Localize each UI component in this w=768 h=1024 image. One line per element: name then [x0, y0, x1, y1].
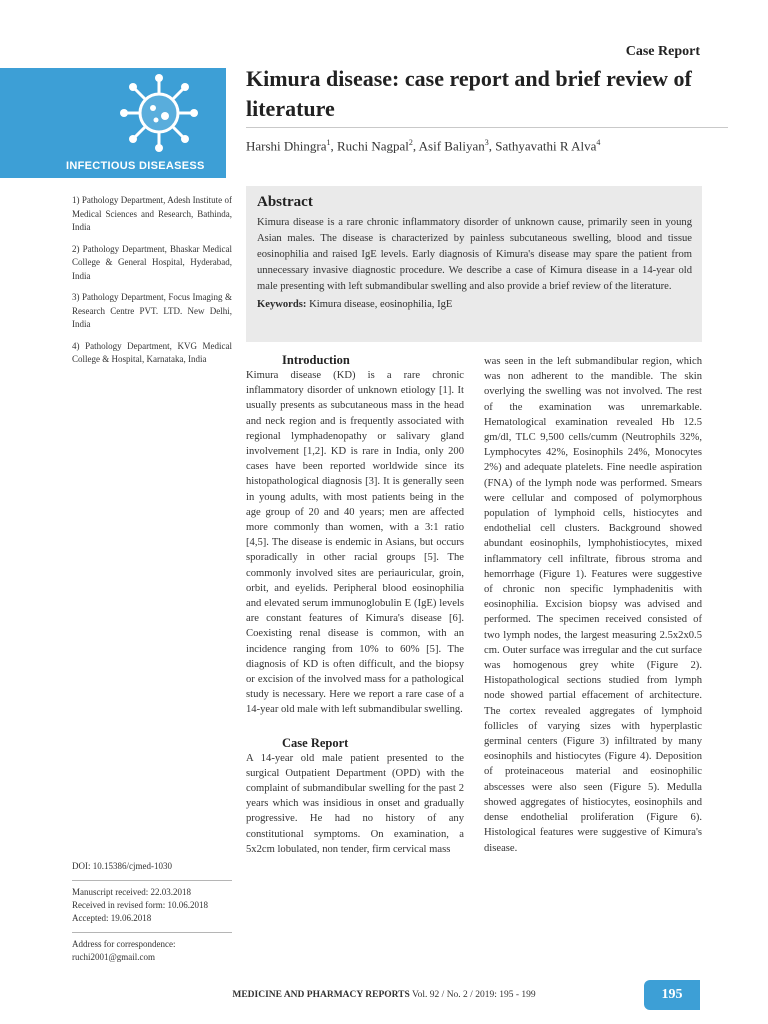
page-number: 195 [644, 980, 700, 1010]
virus-icon [118, 72, 200, 154]
affiliation-list [72, 194, 232, 375]
section-label: Case Report [625, 44, 700, 59]
correspondence-email: ruchi2001@gmail.com [72, 952, 156, 962]
abstract-box [246, 186, 702, 342]
title-divider [246, 127, 728, 128]
case-report-text-continued: was seen in the left submandibular region, which was non adherent to the mandible. The skin overlying the swelling was not involved. The rest of the examination was unremarkable. Hematological examination revealed Hb 12.5 gm/dl, TLC 9,500 cells/cumm (Neutrophils 32%, Lymphocytes 42%, Eosinophils 24%, Monocytes 2%) and adequate platelets. Fine needle aspiration (FNA) of the lymph node was performed. Smears were cellular and composed of polymorphous population of lymphoid cells, histiocytes and endothelial cell clusters. Background showed abundant eosinophils, lymphohistiocytes, mixed inflammatory cell infiltrate, fibrous stroma and hemorrhage (Figure 1). Features were suggestive of chronic non specific lymphadenitis with eosinophilia. Excision biopsy was advised and performed. The specimen received consisted of two lymph nodes, the largest measuring 2.5x2x0.5 cm. Outer surface was irregular and the cut surface was homogenous grey white (Figure 2). Histopathological sections studied from lymph node showed partial effacement of architecture. The cortex revealed aggregates of lymphoid follicles of varying sizes with hyperplastic germinal centers (Figure 3) infiltrated by many eosinophils and histiocytes (Figure 4). Deposition of proteinaceous material and eosinophilic abscesses were also seen (Figure 5). Medulla showed aggregates of histiocytes, eosinophils and dense endothelial proliferation (Figure 6). Histological features were suggestive of Kimura's disease. [484, 356, 702, 854]
abstract-heading: Abstract [257, 194, 313, 210]
affiliation-item: 1) Pathology Department, Adesh Institute of Medical Sciences and Research, Bathinda, India [72, 195, 232, 232]
manuscript-dates [72, 886, 232, 925]
category-label: INFECTIOUS DISEASESS [66, 160, 205, 172]
revised-date: Received in revised form: 10.06.2018 [72, 900, 208, 910]
affiliation-item: 3) Pathology Department, Focus Imaging & Research Centre PVT. LTD. New Delhi, India [72, 292, 232, 329]
body-column-left [246, 352, 464, 857]
meta-divider [72, 932, 232, 933]
introduction-text: Kimura disease (KD) is a rare chronic inflammatory disorder of unknown etiology [1]. It usually presents as subcutaneous mass in the head and neck region and is frequently associated with regional lymphadenopathy or salivary gland involvement [1,2]. KD is rare in India, only 200 cases have been reported worldwide since its histopathological diagnosis [3]. It is generally seen in young adults, with most patients being in the age group of 20 and 40 years; men are affected more commonly than women, with a 3:1 ratio [4,5]. The disease is endemic in Asians, but occurs sporadically in other racial groups [5]. The commonly involved sites are periauricular, groin, orbit, and eyelids. Peripheral blood eosinophilia and elevated serum immunoglobulin E (IgE) levels are constant features of Kimura's disease [6]. Coexisting renal disease is common, with an incidence ranging from 10% to 60% [5]. The diagnosis of KD is often difficult, and the biopsy or excision of the involved mass for a pathological study is necessary. Here we report a rare case of a 14-year old male with left submandibular swelling. [246, 370, 464, 716]
author-name: Harshi Dhingra [246, 138, 327, 154]
introduction-heading: Introduction [282, 353, 350, 367]
case-report-heading: Case Report [282, 735, 349, 750]
correspondence [72, 938, 232, 964]
article-title: Kimura disease: case report and brief review of literature [246, 66, 692, 121]
doi: DOI: 10.15386/cjmed-1030 [72, 861, 172, 871]
accepted-date: Accepted: 19.06.2018 [72, 913, 152, 923]
author-affiliation-number: 4 [596, 138, 601, 147]
author-affiliation-number: 3 [484, 138, 489, 147]
author-name: Asif Baliyan [418, 138, 485, 154]
body-column-right [484, 354, 702, 856]
author-list: Harshi Dhingra$^1$, Ruchi Nagpal$^2$, Asif Baliyan$^3$, Sathyavathi R Alva$^4$ [246, 138, 601, 154]
journal-issue: Vol. 92 / No. 2 / 2019: 195 - 199 [412, 990, 536, 1000]
case-report-text: A 14-year old male patient presented to the surgical Outpatient Department (OPD) with the complaint of submandibular swelling for the past 2 years which was insidious in onset and gradually progressive. He had no history of any constitutional symptoms. On examination, a 5x2cm lobulated, non tender, firm cervical mass [246, 752, 464, 855]
keywords [257, 297, 692, 313]
affiliation-item: 2) Pathology Department, Bhaskar Medical College & General Hospital, Hyderabad, India [72, 243, 232, 281]
correspondence-label: Address for correspondence: [72, 939, 176, 949]
keywords-value: Kimura disease, eosinophilia, IgE [309, 299, 453, 310]
author-affiliation-number: 1 [326, 138, 331, 147]
received-date: Manuscript received: 22.03.2018 [72, 887, 191, 897]
author-name: Ruchi Nagpal [337, 138, 409, 154]
keywords-label: Keywords: [257, 299, 307, 310]
author-name: Sathyavathi R Alva [495, 138, 597, 154]
author-affiliation-number: 2 [408, 138, 413, 147]
abstract-text: Kimura disease is a rare chronic inflammatory disorder of unknown cause, primarily seen in young Asian males. The disease is characterized by painless subcutaneous swelling, blood and tissue eosinophilia and raised IgE levels. Early diagnosis of Kimura's disease may spare the patient from unnecessary invasive diagnostic procedure. We describe a case of Kimura disease in a 14-year old male presenting with left submandibular swelling and also provide a brief review of the literature. [257, 217, 692, 292]
meta-divider [72, 880, 232, 881]
affiliation-item: 4) Pathology Department, KVG Medical College & Hospital, Karnataka, India [72, 340, 232, 364]
journal-name: MEDICINE AND PHARMACY REPORTS [232, 990, 410, 1000]
